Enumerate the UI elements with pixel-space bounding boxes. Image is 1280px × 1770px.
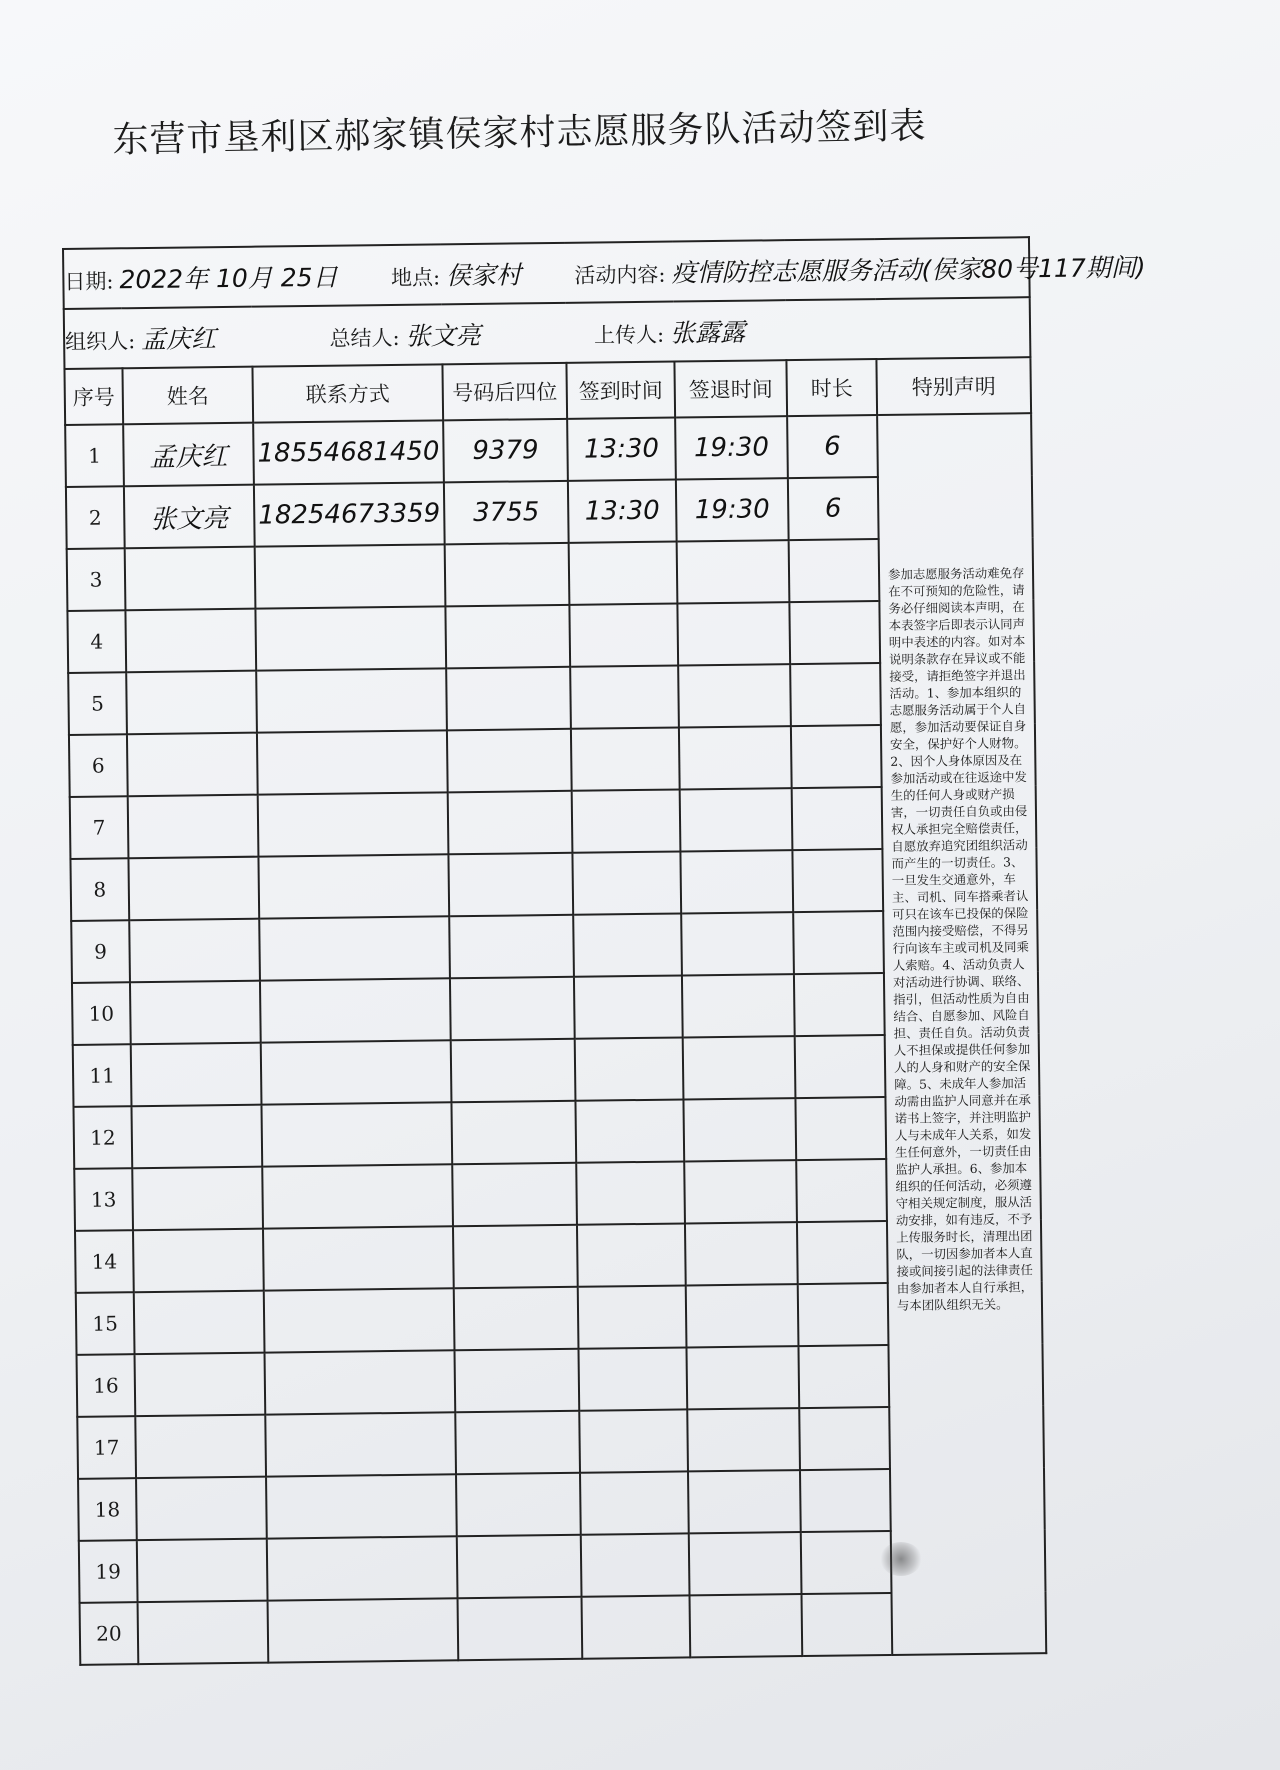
phone-cell xyxy=(261,1040,452,1104)
phone-cell xyxy=(257,730,448,794)
phone-cell xyxy=(255,544,446,608)
duration-cell xyxy=(789,601,880,664)
checkin-cell xyxy=(573,913,682,976)
checkin-cell xyxy=(581,1533,690,1596)
name-cell xyxy=(131,1105,262,1169)
row-number-cell: 10 xyxy=(72,982,131,1045)
checkout-cell xyxy=(685,1222,798,1285)
row-number-cell: 3 xyxy=(67,548,126,611)
name-cell xyxy=(132,1167,263,1231)
last4-cell xyxy=(457,1535,582,1599)
checkout-cell xyxy=(690,1594,803,1657)
duration-cell xyxy=(796,1159,887,1222)
duration-cell: 6 xyxy=(787,415,878,478)
duration-cell xyxy=(802,1593,893,1656)
organizer-label: 组织人: xyxy=(65,329,136,354)
checkin-cell xyxy=(569,542,678,605)
checkin-cell xyxy=(577,1223,686,1286)
duration-cell xyxy=(799,1407,890,1470)
name-cell xyxy=(125,547,256,611)
name-cell xyxy=(130,981,261,1045)
column-header-last4: 号码后四位 xyxy=(442,363,567,421)
column-header-duration: 时长 xyxy=(786,359,877,416)
checkout-cell xyxy=(686,1346,799,1409)
checkout-cell: 19:30 xyxy=(676,478,789,541)
phone-cell xyxy=(258,792,449,856)
row-number-cell: 8 xyxy=(70,858,129,921)
duration-cell xyxy=(793,911,884,974)
last4-cell xyxy=(446,667,571,731)
checkout-cell: 19:30 xyxy=(675,416,788,479)
checkin-cell xyxy=(574,975,683,1038)
last4-cell xyxy=(447,729,572,793)
phone-cell xyxy=(263,1226,454,1290)
last4-cell xyxy=(455,1411,580,1475)
duration-cell: 6 xyxy=(788,477,879,540)
name-cell xyxy=(128,795,259,859)
duration-cell xyxy=(791,725,882,788)
phone-cell: 18254673359 xyxy=(254,482,445,546)
phone-cell xyxy=(266,1474,457,1538)
date-label: 日期: xyxy=(64,269,114,294)
content-label: 活动内容: xyxy=(574,262,666,288)
row-number-cell: 11 xyxy=(73,1044,132,1107)
row-number-cell: 5 xyxy=(68,672,127,735)
last4-cell xyxy=(454,1287,579,1351)
row-number-cell: 14 xyxy=(75,1230,134,1293)
last4-cell xyxy=(456,1473,581,1537)
table-row xyxy=(65,413,1032,487)
last4-cell xyxy=(451,1101,576,1165)
signin-table xyxy=(62,236,1146,1666)
row-number-cell: 16 xyxy=(77,1354,136,1417)
last4-cell xyxy=(450,977,575,1041)
last4-cell xyxy=(458,1597,583,1661)
phone-cell xyxy=(265,1412,456,1476)
checkout-cell xyxy=(682,974,795,1037)
duration-cell xyxy=(794,973,885,1036)
signin-form xyxy=(62,236,1146,1672)
last4-cell xyxy=(451,1039,576,1103)
column-header-checkin: 签到时间 xyxy=(566,362,675,419)
checkout-cell xyxy=(683,1036,796,1099)
date-value: 2022年 10月 25日 xyxy=(119,262,338,295)
checkout-cell xyxy=(681,912,794,975)
location-value: 侯家村 xyxy=(445,260,522,291)
checkin-cell xyxy=(571,727,680,790)
location-label: 地点: xyxy=(390,265,441,290)
phone-cell xyxy=(262,1164,453,1228)
last4-cell xyxy=(452,1163,577,1227)
checkin-cell xyxy=(580,1471,689,1534)
summarizer-value: 张文亮 xyxy=(405,320,481,351)
checkin-cell xyxy=(572,851,681,914)
last4-cell xyxy=(453,1225,578,1289)
checkout-cell xyxy=(688,1470,801,1533)
row-number-cell: 6 xyxy=(69,734,128,797)
duration-cell xyxy=(792,787,883,850)
last4-cell xyxy=(454,1349,579,1413)
phone-cell xyxy=(255,606,446,670)
row-number-cell: 12 xyxy=(73,1106,132,1169)
row-number-cell: 15 xyxy=(76,1292,135,1355)
duration-cell xyxy=(798,1345,889,1408)
duration-cell xyxy=(795,1097,886,1160)
column-header-name: 姓名 xyxy=(122,367,253,425)
row-number-cell: 1 xyxy=(65,424,124,487)
phone-cell xyxy=(260,978,451,1042)
checkout-cell xyxy=(679,726,792,789)
name-cell xyxy=(134,1291,265,1355)
name-cell xyxy=(133,1229,264,1293)
phone-cell xyxy=(265,1350,456,1414)
phone-cell xyxy=(256,668,447,732)
checkin-cell xyxy=(582,1595,691,1658)
name-cell xyxy=(127,733,258,797)
last4-cell xyxy=(448,791,573,855)
row-number-cell: 2 xyxy=(66,486,125,549)
ink-smudge xyxy=(880,1542,922,1576)
checkin-cell xyxy=(576,1161,685,1224)
checkin-cell xyxy=(575,1099,684,1162)
name-cell xyxy=(131,1043,262,1107)
uploader-label: 上传人: xyxy=(593,322,665,348)
checkin-cell xyxy=(570,666,679,729)
name-cell xyxy=(135,1415,266,1479)
duration-cell xyxy=(790,663,881,726)
checkin-cell: 13:30 xyxy=(567,418,676,481)
phone-cell xyxy=(267,1536,458,1600)
content-value: 疫情防控志愿服务活动(侯家80号117期间) xyxy=(671,252,1146,288)
summarizer-label: 总结人: xyxy=(329,325,400,351)
name-cell xyxy=(126,671,257,735)
checkin-cell xyxy=(579,1409,688,1472)
name-cell xyxy=(129,919,260,983)
last4-cell: 3755 xyxy=(444,481,569,545)
phone-cell xyxy=(259,916,450,980)
checkin-cell xyxy=(569,604,678,667)
duration-cell xyxy=(789,539,880,602)
name-cell xyxy=(138,1601,269,1665)
row-number-cell: 7 xyxy=(70,796,129,859)
phone-cell xyxy=(264,1288,455,1352)
last4-cell xyxy=(445,543,570,607)
row-number-cell: 19 xyxy=(79,1540,138,1603)
checkout-cell xyxy=(677,602,790,665)
last4-cell xyxy=(445,605,570,669)
checkout-cell xyxy=(689,1532,802,1595)
column-header-declaration: 特别声明 xyxy=(876,357,1031,415)
column-header-contact: 联系方式 xyxy=(252,364,443,422)
row-number-cell: 4 xyxy=(67,610,126,673)
page-title: 东营市垦利区郝家镇侯家村志愿服务队活动签到表 xyxy=(112,105,927,161)
organizer-value: 孟庆红 xyxy=(141,324,217,355)
name-cell: 孟庆红 xyxy=(123,423,254,487)
name-cell: 张文亮 xyxy=(124,485,255,549)
duration-cell xyxy=(800,1469,891,1532)
name-cell xyxy=(136,1477,267,1541)
last4-cell xyxy=(449,915,574,979)
duration-cell xyxy=(798,1283,889,1346)
duration-cell xyxy=(797,1221,888,1284)
column-header-no: 序号 xyxy=(64,368,123,425)
checkout-cell xyxy=(687,1408,800,1471)
checkin-cell: 13:30 xyxy=(568,480,677,543)
checkout-cell xyxy=(683,1098,796,1161)
name-cell xyxy=(128,857,259,921)
column-header-checkout: 签退时间 xyxy=(674,360,787,417)
duration-cell xyxy=(792,849,883,912)
checkout-cell xyxy=(684,1160,797,1223)
checkout-cell xyxy=(678,664,791,727)
row-number-cell: 17 xyxy=(77,1416,136,1479)
last4-cell xyxy=(448,853,573,917)
row-number-cell: 18 xyxy=(78,1478,137,1541)
name-cell xyxy=(125,609,256,673)
checkout-cell xyxy=(686,1284,799,1347)
phone-cell xyxy=(258,854,449,918)
phone-cell xyxy=(261,1102,452,1166)
checkout-cell xyxy=(677,540,790,603)
phone-cell: 18554681450 xyxy=(253,420,444,484)
checkin-cell xyxy=(578,1285,687,1348)
row-number-cell: 13 xyxy=(74,1168,133,1231)
row-number-cell: 9 xyxy=(71,920,130,983)
checkout-cell xyxy=(680,788,793,851)
row-number-cell: 20 xyxy=(80,1602,139,1665)
special-declaration-text: 参加志愿服务活动难免存在不可预知的危险性，请务必仔细阅读本声明，在本表签字后即表示认同声明中表述的内容。如对本说明条款存在异议或不能接受，请拒绝签字并退出活动。1、参加本组织的志愿服务活动属于个人自愿，参加活动要保证自身安全，保护好个人财物。2、因个人身体原因及在参加活动或在往返途中发生的任何人身或财产损害，一切责任自负或由侵权人承担完全赔偿责任，自愿放弃追究团组织活动而产生的一切责任。3、一旦发生交通意外，车主、司机、同车搭乘者认可只在该车已投保的保险范围内接受赔偿，不得另行向该车主或司机及同乘人索赔。4、活动负责人对活动进行协调、联络、指引，但活动性质为自由结合、自愿参加、风险自担、责任自负。活动负责人不担保或提供任何参加人的人身和财产的安全保障。5、未成年人参加活动需由监护人同意并在承诺书上签字，并注明监护人与未成年人关系，如发生任何意外，一切责任由监护人承担。6、参加本组织的任何活动，必须遵守相关规定制度，服从活动安排，如有违反，不予上传服务时长，清理出团队，一切因参加者本人直接或间接引起的法律责任由参加者本人自行承担，与本团队组织无关。 xyxy=(877,413,1046,1655)
duration-cell xyxy=(795,1035,886,1098)
uploader-value: 张露露 xyxy=(669,317,746,348)
checkin-cell xyxy=(575,1037,684,1100)
name-cell xyxy=(137,1539,268,1603)
checkout-cell xyxy=(680,850,793,913)
last4-cell: 9379 xyxy=(443,419,568,483)
name-cell xyxy=(135,1353,266,1417)
phone-cell xyxy=(268,1598,459,1662)
duration-cell xyxy=(801,1531,892,1594)
checkin-cell xyxy=(578,1347,687,1410)
checkin-cell xyxy=(572,789,681,852)
